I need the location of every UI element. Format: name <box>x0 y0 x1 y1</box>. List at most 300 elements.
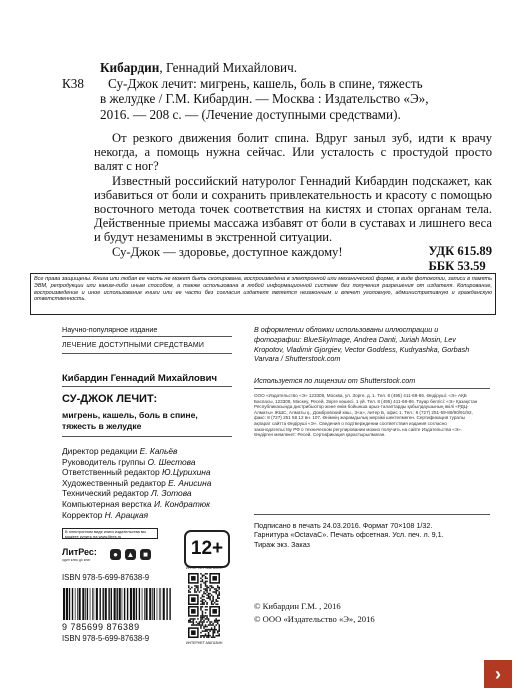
qr-module <box>206 588 208 590</box>
qr-module <box>206 573 208 575</box>
divider <box>62 436 232 437</box>
qr-module <box>212 633 214 635</box>
qr-module <box>202 603 204 605</box>
qr-module <box>218 624 220 626</box>
barcode-bar <box>92 588 93 620</box>
license-note: Используется по лицензии от Shutterstock.com <box>254 376 416 385</box>
barcode-bar <box>163 588 165 620</box>
library-code: К38 <box>62 76 84 91</box>
credit-line <box>62 467 211 478</box>
qr-module <box>214 602 216 604</box>
credit-name: Л. Зотова <box>150 488 192 499</box>
barcode-bar <box>169 588 170 620</box>
qr-module <box>203 630 205 632</box>
barcode-bar <box>157 588 158 620</box>
qr-module <box>190 618 192 620</box>
qr-module <box>197 624 199 626</box>
qr-module <box>218 594 220 596</box>
rights-notice: Все права защищены. Книга или любая ее часть не может быть скопирована, воспроизведена в электронной или механической форме, в виде фотокопии, записи в память ЭВМ, репродукции или каким-либо иным способом, а также использована в любой информационной системе без получения разрешения от издателя. Копирование, воспроизведение и иное использование книги или ее части без согласия издателя является незаконным и влечет уголовную, административную и гражданскую ответственность. <box>34 276 492 303</box>
qr-module <box>217 596 219 598</box>
qr-module <box>193 618 195 620</box>
qr-module <box>205 590 207 592</box>
copyright-line: © Кибардин Г.М. , 2016 <box>254 601 341 611</box>
qr-module <box>212 629 214 631</box>
qr-module <box>212 609 217 614</box>
qr-module <box>200 573 202 575</box>
qr-module <box>190 591 192 593</box>
qr-module <box>211 585 213 587</box>
qr-code <box>188 573 220 605</box>
qr-module <box>200 636 202 638</box>
qr-module <box>194 591 196 593</box>
qr-module <box>200 615 202 617</box>
qr-module <box>212 623 214 625</box>
qr-module <box>205 618 207 620</box>
qr-module <box>199 591 201 593</box>
qr-module <box>190 621 192 623</box>
barcode-bar <box>146 588 148 620</box>
qr-module <box>203 602 205 604</box>
qr-module <box>208 633 210 635</box>
qr-module <box>215 591 217 593</box>
copyright-block <box>254 600 375 626</box>
qr-module <box>215 599 217 601</box>
qr-module <box>193 624 195 626</box>
credit-line <box>62 457 211 468</box>
qr-module <box>218 597 220 599</box>
credit-role: Директор редакции <box>62 446 140 456</box>
credit-role: Корректор <box>62 509 105 520</box>
qr-module <box>191 618 193 620</box>
qr-module <box>212 600 214 602</box>
credit-line <box>62 488 211 499</box>
qr-module <box>217 621 219 623</box>
qr-module <box>194 624 196 626</box>
qr-module <box>217 620 219 622</box>
qr-module <box>206 602 208 604</box>
qr-module <box>200 627 202 629</box>
credit-name: О. Шестова <box>147 456 196 467</box>
qr-module <box>217 632 219 634</box>
qr-module <box>208 624 210 626</box>
credit-name: Н. Арацкая <box>104 509 149 520</box>
qr-module <box>205 581 207 583</box>
qr-module <box>203 599 205 601</box>
qr-module <box>209 630 211 632</box>
barcode-bar <box>124 588 125 620</box>
series-label: ЛЕЧЕНИЕ ДОСТУПНЫМИ СРЕДСТВАМИ <box>62 342 205 349</box>
qr-module <box>217 623 219 625</box>
qr-module <box>188 620 190 622</box>
barcode-number: 9 785699 876389 <box>62 622 140 632</box>
qr-module <box>209 597 211 599</box>
qr-module <box>202 614 204 616</box>
barcode-bar <box>100 588 101 620</box>
barcode <box>62 588 172 620</box>
qr-module <box>188 591 190 593</box>
publisher-imprint: ООО «Издательство «Э» 123308, Москва, ул. Зорге, д. 1. Тел. 8 (495) 411-68-86. Өндіруші: «Э» АҚБ Баспасы, 123308, Мәскеу, Ресей, Зорге көшесі, 1 үй. Тел. 8 (495) 411-68-86. Тауар белгісі: «Э» Қазақстан Республикасында дистрибьютор және өнім бойынша арыз-талаптарды қабылдаушының өкілі «РДЦ-Алматы» ЖШС, Алматы қ., Домбровский көш., 3«а», литер Б, офис 1. Тел.: 8 (727) 251-59-89/90/91/92, факс: 8 (727) 251 58 12 вн. 107. Өнімнің жарамдылық мерзімі шектелмеген. Сертификация туралы ақпарат сайтта Өндіруші «Э». Сведения о подтверждении соответствия издания согласно законодательству РФ о техническом регулировании можно получить на сайте Издательства «Э». Өндірген мемлекет: Ресей. Сертификация қарастырылмаған. <box>254 393 478 438</box>
qr-module <box>211 636 213 638</box>
qr-module <box>197 623 199 625</box>
qr-module <box>202 618 204 620</box>
qr-module <box>200 606 202 608</box>
barcode-bar <box>144 588 145 620</box>
barcode-bar <box>105 588 107 620</box>
barcode-bar <box>149 588 151 620</box>
qr-module <box>217 585 219 587</box>
qr-module <box>214 626 216 628</box>
qr-module <box>205 615 207 617</box>
barcode-bar <box>79 588 81 620</box>
book-subtitle: мигрень, кашель, боль в спине, тяжесть в желудке <box>62 410 198 431</box>
qr-module <box>212 630 214 632</box>
qr-module <box>214 632 216 634</box>
classification <box>428 244 492 274</box>
barcode-bar <box>82 588 84 620</box>
divider <box>254 388 490 389</box>
age-rating-badge: 12+ <box>184 530 230 568</box>
qr-module <box>215 621 217 623</box>
qr-module <box>212 624 214 626</box>
qr-module <box>214 630 216 632</box>
qr-module <box>202 612 204 614</box>
qr-module <box>215 593 217 595</box>
qr-module <box>205 630 207 632</box>
credit-role: Технический редактор <box>62 488 151 499</box>
barcode-bar <box>139 588 140 620</box>
qr-module <box>200 581 202 583</box>
qr-module <box>208 596 210 598</box>
barcode-bar <box>114 588 116 620</box>
barcode-bar <box>133 588 135 620</box>
qr-module <box>209 585 211 587</box>
qr-module <box>208 635 210 637</box>
qr-module <box>202 623 204 625</box>
chevron-right-icon[interactable]: › <box>484 660 512 688</box>
author-name: , Геннадий Михайлович. <box>159 60 298 75</box>
qr-module <box>208 594 210 596</box>
qr-module <box>206 626 208 628</box>
qr-module <box>205 585 207 587</box>
copyright-line: © ООО «Издательство «Э», 2016 <box>254 614 375 624</box>
barcode-bar <box>63 588 65 620</box>
qr-module <box>194 588 196 590</box>
qr-module <box>208 636 210 638</box>
qr-module <box>200 621 202 623</box>
bbk-code: ББК 53.59 <box>428 259 486 273</box>
credit-line <box>62 446 211 457</box>
qr-module <box>194 585 196 587</box>
qr-module <box>212 603 214 605</box>
credit-name: Е. Капьёв <box>139 446 178 456</box>
qr-module <box>215 590 217 592</box>
qr-module <box>190 588 192 590</box>
book-title: СУ-ДЖОК ЛЕЧИТ: <box>62 393 158 405</box>
barcode-bar <box>117 588 118 620</box>
qr-module <box>188 590 190 592</box>
android-icon: ▲ <box>126 550 135 559</box>
qr-module <box>200 626 202 628</box>
qr-module <box>203 596 205 598</box>
credit-role: Руководитель группы <box>62 456 148 467</box>
author-surname: Кибардин <box>100 60 160 75</box>
bibliographic-record <box>62 60 492 122</box>
qr-module <box>218 587 220 589</box>
isbn-top: ISBN 978-5-699-87638-9 <box>62 573 150 582</box>
qr-module <box>215 620 217 622</box>
qr-module <box>203 591 205 593</box>
qr-module <box>214 636 216 638</box>
qr-module <box>205 626 207 628</box>
qr-module <box>217 594 219 596</box>
divider <box>62 386 232 387</box>
qr-module <box>193 623 195 625</box>
qr-module <box>203 603 205 605</box>
bib-line: в желудке / Г.М. Кибардин. — Москва : Издательство «Э», <box>100 91 429 107</box>
qr-module <box>208 620 210 622</box>
qr-module <box>200 608 202 610</box>
qr-module <box>214 588 216 590</box>
qr-module <box>218 593 220 595</box>
qr-module <box>197 588 199 590</box>
qr-module <box>217 590 219 592</box>
qr-module <box>203 575 205 577</box>
qr-module <box>206 629 208 631</box>
qr-module <box>200 603 202 605</box>
qr-module <box>217 587 219 589</box>
qr-module <box>217 597 219 599</box>
credit-name: Е. Анисина <box>168 477 212 488</box>
qr-module <box>199 623 201 625</box>
qr-module <box>191 587 193 589</box>
qr-module <box>196 624 198 626</box>
udk-code: УДК 615.89 <box>428 244 492 258</box>
barcode-bar <box>166 588 167 620</box>
qr-module <box>206 594 208 596</box>
qr-caption: ИНТЕРНЕТ-МАГАЗИН <box>186 566 223 570</box>
barcode-bar <box>77 588 78 620</box>
qr-module <box>218 633 220 635</box>
qr-module <box>200 578 202 580</box>
qr-module <box>197 618 199 620</box>
qr-module <box>205 635 207 637</box>
qr-module <box>214 591 216 593</box>
bib-line: Су-Джок лечит: мигрень, кашель, боль в спине, тяжесть <box>108 75 423 91</box>
barcode-bar <box>142 588 143 620</box>
qr-module <box>188 587 190 589</box>
qr-module <box>206 603 208 605</box>
qr-module <box>205 584 207 586</box>
qr-module <box>205 633 207 635</box>
qr-module <box>206 578 208 580</box>
qr-module <box>203 621 205 623</box>
qr-module <box>202 581 204 583</box>
qr-module <box>203 615 205 617</box>
abstract-paragraph: Известный российский натуролог Геннадий Кибардин подскажет, как избавиться от боли и сохранить привлекательность и красоту с помощью восточного метода точек соответствия на кистях и стопах органам тела. Действенные приемы массажа избавят от боли в суставах и лишнего веса и будут незаменимы в экстренной ситуации. <box>94 173 492 245</box>
qr-module <box>218 620 220 622</box>
barcode-bar <box>127 588 128 620</box>
abstract <box>94 131 492 259</box>
credit-role: Художественный редактор <box>62 477 169 488</box>
qr-module <box>199 624 201 626</box>
qr-module <box>206 590 208 592</box>
qr-module <box>202 606 204 608</box>
qr-module <box>206 585 208 587</box>
barcode-bar <box>87 588 88 620</box>
litres-logo: ЛитРес: <box>62 547 97 557</box>
qr-module <box>212 599 214 601</box>
credit-line <box>62 499 211 510</box>
qr-module <box>205 576 207 578</box>
qr-module <box>200 618 202 620</box>
qr-module <box>218 588 220 590</box>
barcode-bar <box>108 588 109 620</box>
qr-module <box>215 588 217 590</box>
qr-module <box>208 632 210 634</box>
qr-module <box>218 629 220 631</box>
qr-module <box>218 635 220 637</box>
barcode-bar <box>96 588 98 620</box>
qr-module <box>202 617 204 619</box>
qr-module <box>209 590 211 592</box>
qr-module <box>209 621 211 623</box>
qr-module <box>191 624 193 626</box>
qr-module <box>212 591 214 593</box>
qr-module <box>202 600 204 602</box>
qr-module <box>203 635 205 637</box>
qr-module <box>209 624 211 626</box>
qr-module <box>215 618 217 620</box>
qr-module <box>209 635 211 637</box>
qr-module <box>196 621 198 623</box>
qr-module <box>200 624 202 626</box>
qr-module <box>196 591 198 593</box>
qr-module <box>206 630 208 632</box>
barcode-bar <box>154 588 155 620</box>
barcode-bar <box>69 588 70 620</box>
qr-module <box>202 594 204 596</box>
qr-module <box>212 635 214 637</box>
barcode-bar <box>136 588 137 620</box>
qr-module <box>200 617 202 619</box>
credit-role: Ответственный редактор <box>62 467 162 478</box>
qr-module <box>196 587 198 589</box>
qr-module <box>191 621 193 623</box>
qr-module <box>205 573 207 575</box>
qr-module <box>211 602 213 604</box>
qr-module <box>203 627 205 629</box>
qr-module <box>215 635 217 637</box>
qr-module <box>212 597 214 599</box>
qr-module <box>188 585 190 587</box>
qr-module <box>191 597 196 602</box>
qr-module <box>206 597 208 599</box>
qr-module <box>206 635 208 637</box>
qr-module <box>197 590 199 592</box>
qr-module <box>212 636 214 638</box>
qr-module <box>218 630 220 632</box>
qr-module <box>205 593 207 595</box>
print-line: Гарнитура «OctavaC». Печать офсетная. Усл. печ. л. 9,1. <box>254 530 444 540</box>
qr-module <box>206 617 208 619</box>
qr-module <box>215 600 217 602</box>
qr-module <box>209 596 211 598</box>
divider <box>254 514 490 515</box>
qr-module <box>200 600 202 602</box>
barcode-bar <box>75 588 76 620</box>
qr-module <box>197 587 199 589</box>
print-details <box>254 521 494 549</box>
qr-module <box>211 621 213 623</box>
qr-module <box>193 620 195 622</box>
qr-module <box>203 588 205 590</box>
qr-module <box>202 576 204 578</box>
qr-module <box>211 603 213 605</box>
qr-module <box>206 609 208 611</box>
abstract-paragraph: Су-Джок — здоровье, доступное каждому! <box>112 244 343 259</box>
qr-module <box>209 588 211 590</box>
credit-line <box>62 510 211 521</box>
qr-module <box>200 620 202 622</box>
qr-module <box>194 590 196 592</box>
qr-code <box>188 606 220 638</box>
qr-module <box>218 591 220 593</box>
qr-module <box>205 582 207 584</box>
qr-module <box>208 597 210 599</box>
qr-module <box>205 629 207 631</box>
qr-module <box>203 593 205 595</box>
qr-module <box>199 621 201 623</box>
qr-module <box>211 624 213 626</box>
barcode-bar <box>122 588 123 620</box>
qr-module <box>193 621 195 623</box>
qr-module <box>203 617 205 619</box>
qr-module <box>215 629 217 631</box>
bib-line: 2016. — 208 с. — (Лечение доступными средствами). <box>100 106 401 122</box>
qr-module <box>211 627 213 629</box>
qr-module <box>191 609 196 614</box>
qr-module <box>205 588 207 590</box>
qr-module <box>218 626 220 628</box>
qr-module <box>190 620 192 622</box>
qr-module <box>202 599 204 601</box>
barcode-bar <box>94 588 95 620</box>
qr-module <box>212 576 217 581</box>
divider <box>62 336 232 337</box>
qr-module <box>205 578 207 580</box>
barcode-bar <box>66 588 68 620</box>
barcode-bar <box>72 588 73 620</box>
qr-module <box>202 602 204 604</box>
credit-name: И. Кондратюк <box>154 498 211 509</box>
qr-module <box>209 623 211 625</box>
qr-module <box>197 585 199 587</box>
qr-module <box>203 582 205 584</box>
qr-module <box>206 636 208 638</box>
litres-tagline: один клик до книг <box>62 558 91 562</box>
qr-module <box>208 629 210 631</box>
qr-module <box>200 584 202 586</box>
qr-module <box>206 591 208 593</box>
qr-module <box>202 596 204 598</box>
barcode-bar <box>85 588 86 620</box>
qr-module <box>214 629 216 631</box>
qr-module <box>212 632 214 634</box>
barcode-bar <box>119 588 121 620</box>
qr-module <box>202 575 204 577</box>
qr-module <box>208 593 210 595</box>
qr-caption: ИНТЕРНЕТ-МАГАЗИН <box>186 641 223 645</box>
